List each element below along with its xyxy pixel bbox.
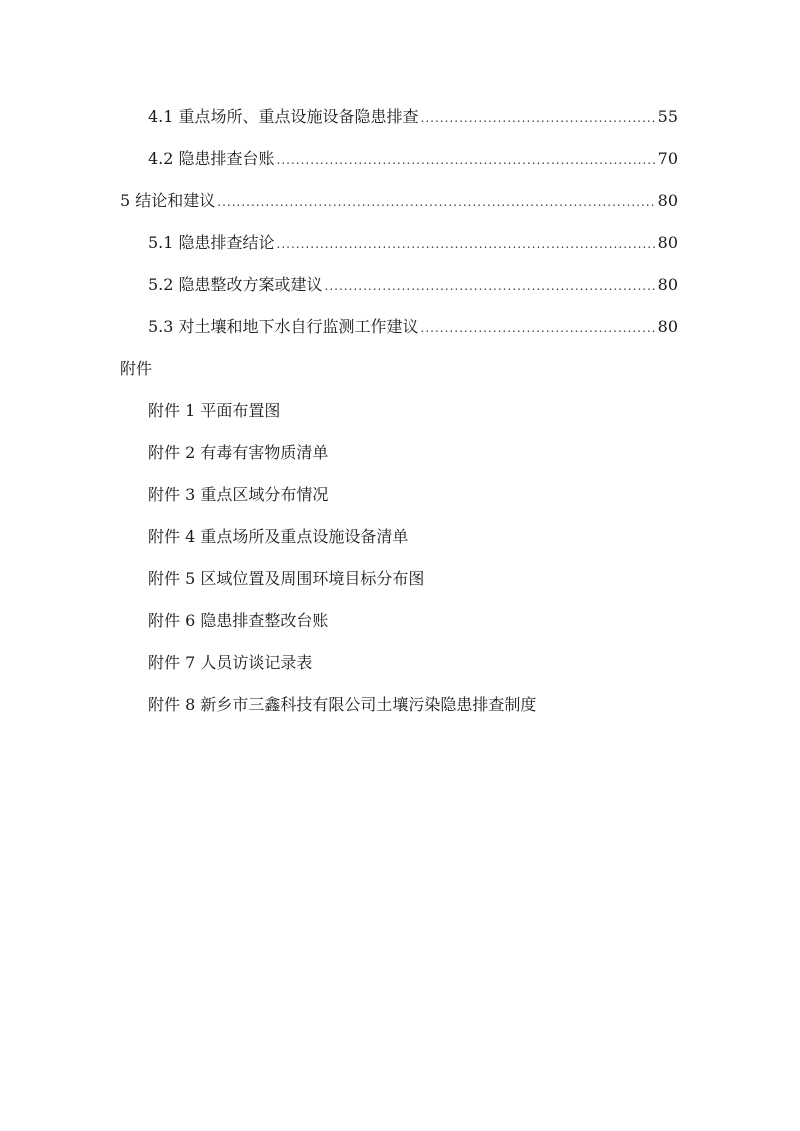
- appendix-item-3[interactable]: 附件 3 重点区域分布情况: [148, 485, 329, 504]
- toc-entry-4-1[interactable]: [148, 107, 678, 128]
- toc-entry-label: 4.1 重点场所、重点设施设备隐患排查: [148, 107, 419, 126]
- appendix-heading[interactable]: 附件: [120, 359, 153, 378]
- toc-entry-label: 5.3 对土壤和地下水自行监测工作建议: [148, 317, 419, 336]
- appendix-item-2[interactable]: 附件 2 有毒有害物质清单: [148, 443, 329, 462]
- toc-page-number: 55: [657, 107, 678, 126]
- toc-entry-label: 5 结论和建议: [120, 191, 216, 210]
- appendix-item-1[interactable]: 附件 1 平面布置图: [148, 401, 281, 420]
- toc-dot-leader: [277, 150, 656, 170]
- toc-entry-label: 5.1 隐患排查结论: [148, 233, 275, 252]
- toc-entry-5[interactable]: [120, 191, 678, 212]
- appendix-item-8[interactable]: 附件 8 新乡市三鑫科技有限公司土壤污染隐患排查制度: [148, 695, 537, 714]
- appendix-item-6[interactable]: 附件 6 隐患排查整改台账: [148, 611, 329, 630]
- toc-dot-leader: [217, 192, 655, 212]
- toc-dot-leader: [277, 234, 656, 254]
- toc-page-number: 80: [657, 191, 678, 210]
- toc-dot-leader: [421, 108, 656, 128]
- toc-entry-5-2[interactable]: [148, 275, 678, 296]
- toc-entry-label: 4.2 隐患排查台账: [148, 149, 275, 168]
- toc-entry-4-2[interactable]: [148, 149, 678, 170]
- toc-page-number: 80: [657, 233, 678, 252]
- toc-dot-leader: [421, 318, 656, 338]
- toc-page-number: 70: [657, 149, 678, 168]
- appendix-item-7[interactable]: 附件 7 人员访谈记录表: [148, 653, 313, 672]
- appendix-item-5[interactable]: 附件 5 区域位置及周围环境目标分布图: [148, 569, 425, 588]
- toc-entry-5-1[interactable]: [148, 233, 678, 254]
- toc-entry-label: 5.2 隐患整改方案或建议: [148, 275, 323, 294]
- toc-dot-leader: [325, 276, 656, 296]
- toc-page-number: 80: [657, 317, 678, 336]
- toc-page-number: 80: [657, 275, 678, 294]
- toc-entry-5-3[interactable]: [148, 317, 678, 338]
- appendix-item-4[interactable]: 附件 4 重点场所及重点设施设备清单: [148, 527, 409, 546]
